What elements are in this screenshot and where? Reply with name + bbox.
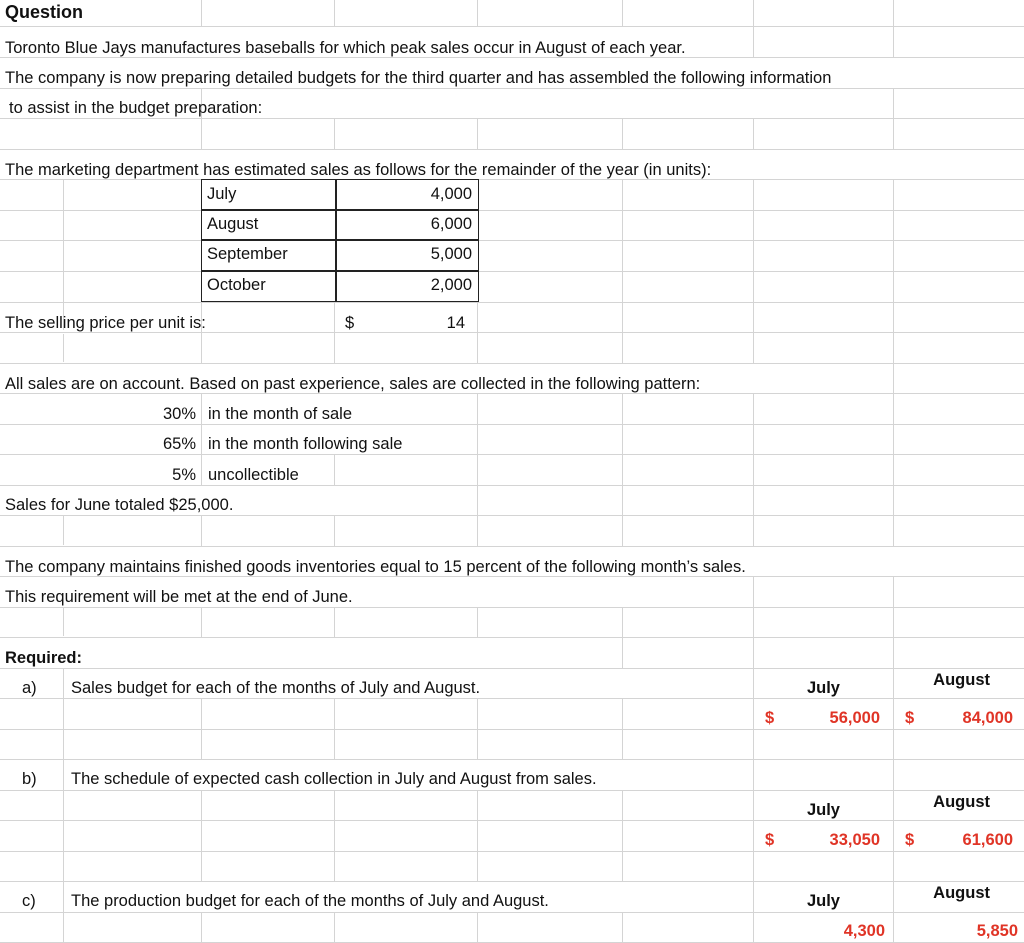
part-b-currency-august: $ — [905, 831, 915, 849]
sales-units-table — [201, 179, 479, 302]
part-a-value-july: 56,000 — [829, 709, 880, 727]
marketing-text: The marketing department has estimated sales as follows for the remainder of the year (in units): — [5, 161, 712, 179]
price-currency: $ — [345, 314, 355, 332]
part-a-text: Sales budget for each of the months of July and August. — [71, 679, 481, 697]
part-c-value-august: 5,850 — [976, 922, 1018, 940]
part-b-col-august: August — [933, 793, 990, 811]
collections-text: All sales are on account. Based on past experience, sales are collected in the following pattern: — [5, 375, 701, 393]
part-a-letter: a) — [22, 679, 37, 697]
part-b-currency-july: $ — [765, 831, 775, 849]
part-c-value-july: 4,300 — [843, 922, 885, 940]
month-label: October — [207, 276, 266, 294]
collection-desc: in the month of sale — [208, 405, 353, 423]
intro-line-1: Toronto Blue Jays manufactures baseballs for which peak sales occur in August of each year. — [5, 39, 686, 57]
collection-desc: uncollectible — [208, 466, 299, 484]
june-sales-text: Sales for June totaled $25,000. — [5, 496, 234, 514]
month-label: August — [207, 215, 259, 233]
table-row — [202, 240, 478, 270]
collection-pct: 30% — [162, 405, 196, 423]
part-b-value-august: 61,600 — [962, 831, 1013, 849]
part-a-value-august: 84,000 — [962, 709, 1013, 727]
collection-pct: 5% — [172, 466, 196, 484]
part-c-col-august: August — [933, 884, 990, 902]
price-value: 14 — [446, 314, 465, 332]
intro-line-2: The company is now preparing detailed budgets for the third quarter and has assembled the following information — [5, 69, 832, 87]
part-a-col-august: August — [933, 671, 990, 689]
table-row — [202, 210, 478, 240]
part-a-currency-july: $ — [765, 709, 775, 727]
price-label: The selling price per unit is: — [5, 314, 206, 332]
part-c-text: The production budget for each of the months of July and August. — [71, 892, 549, 910]
part-b-text: The schedule of expected cash collection in July and August from sales. — [71, 770, 597, 788]
part-b-value-july: 33,050 — [829, 831, 880, 849]
inventory-line-1: The company maintains finished goods inventories equal to 15 percent of the following month’s sales. — [5, 558, 746, 576]
part-c-col-july: July — [806, 892, 840, 910]
part-a-currency-august: $ — [905, 709, 915, 727]
collection-pct: 65% — [162, 435, 196, 453]
part-b-letter: b) — [22, 770, 37, 788]
part-b-col-july: July — [806, 801, 840, 819]
month-label: July — [207, 185, 237, 203]
units-value: 4,000 — [430, 185, 472, 203]
month-label: September — [207, 245, 288, 263]
part-a-col-july: July — [806, 679, 840, 697]
collection-desc: in the month following sale — [208, 435, 403, 453]
question-title: Question — [5, 2, 84, 22]
table-row — [202, 180, 478, 210]
units-value: 6,000 — [430, 215, 472, 233]
units-value: 5,000 — [430, 245, 472, 263]
part-c-letter: c) — [22, 892, 36, 910]
required-label: Required: — [5, 649, 83, 667]
intro-line-3: to assist in the budget preparation: — [9, 99, 263, 117]
table-row — [202, 271, 478, 301]
inventory-line-2: This requirement will be met at the end of June. — [5, 588, 353, 606]
units-value: 2,000 — [430, 276, 472, 294]
